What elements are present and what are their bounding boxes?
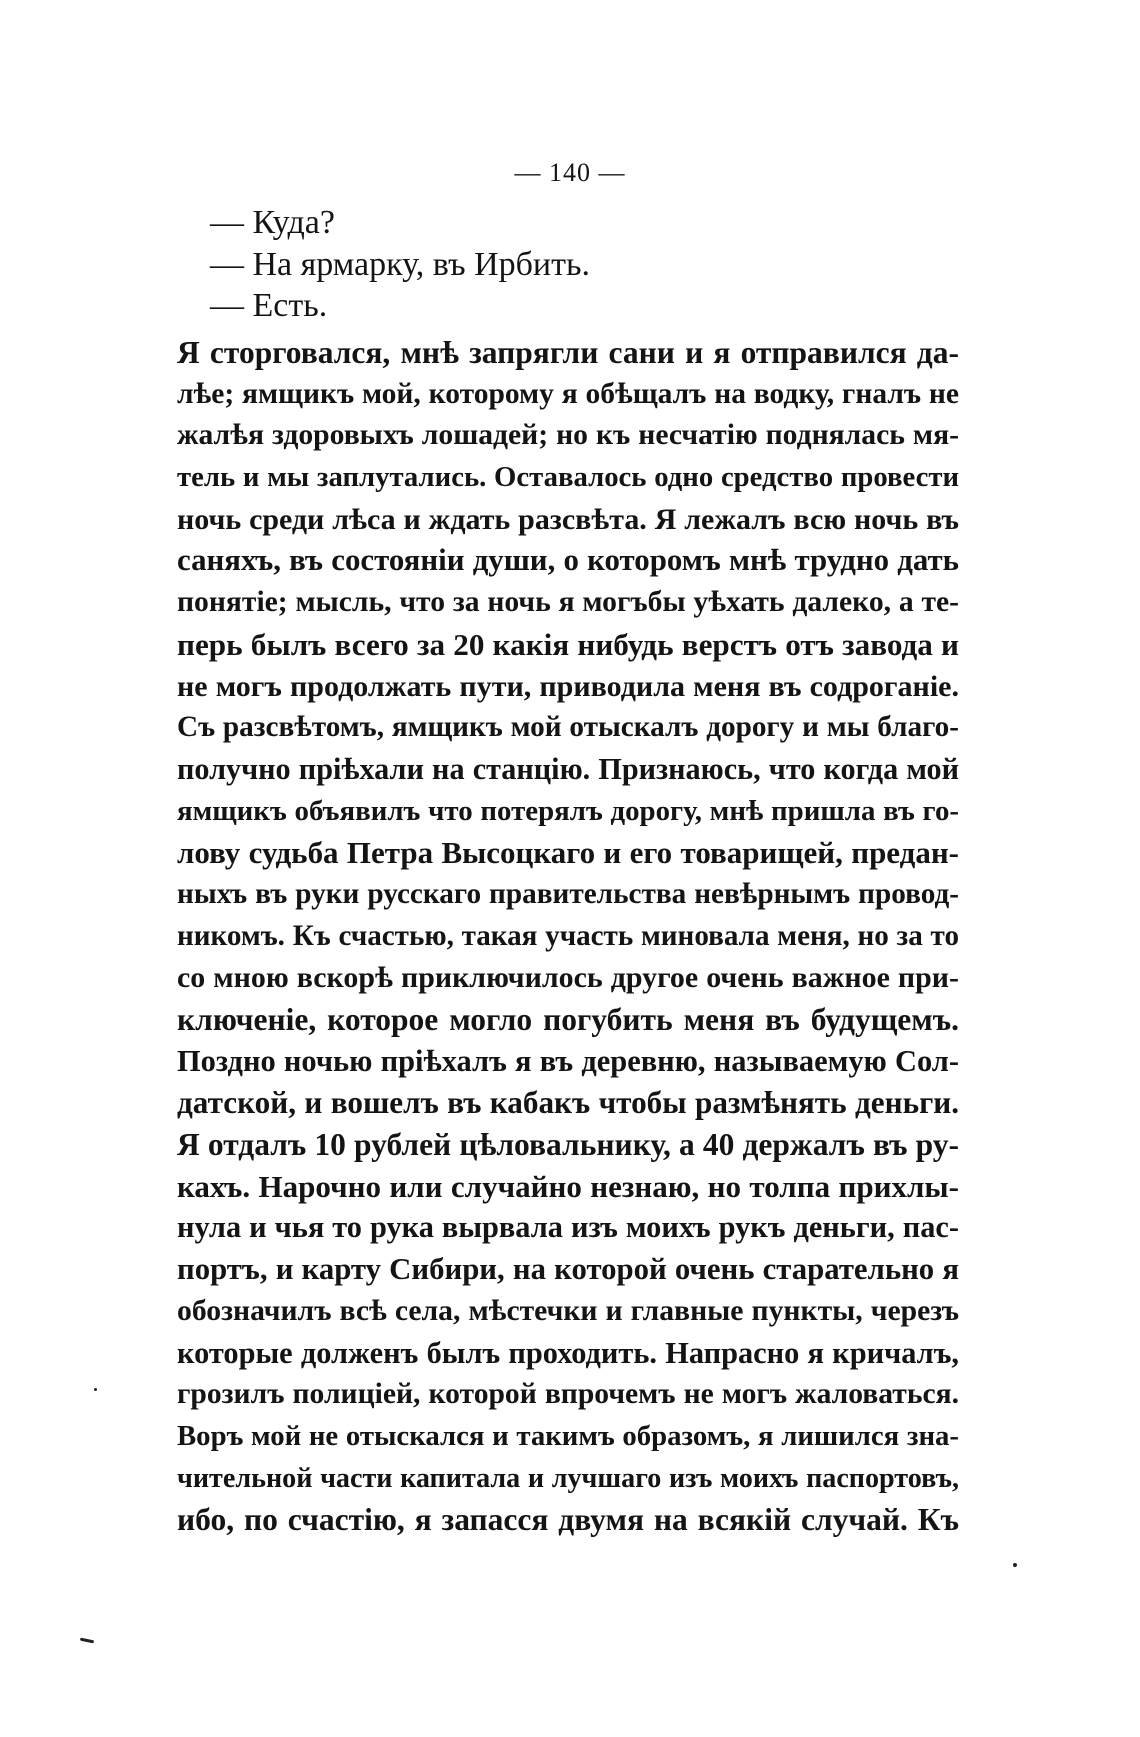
text-line: никомъ. Къ счастью, такая участь миновала меня, но за то (177, 919, 959, 952)
ink-speck (94, 1388, 97, 1391)
text-line: Воръ мой не отыскался и такимъ образомъ, я лишился зна- (177, 1419, 959, 1452)
text-line: жалѣя здоровыхъ лошадей; но къ несчатію поднялась мя- (177, 419, 959, 452)
text-line: обозначилъ всѣ села, мѣстечки и главные пункты, черезъ (177, 1294, 959, 1327)
text-line: лѣе; ямщикъ мой, которому я обѣщалъ на водку, гналъ не (177, 377, 959, 410)
text-line: лову судьба Петра Высоцкаго и его товарищей, предан- (177, 835, 959, 871)
text-line: ибо, по счастію, я запасся двумя на всякій случай. Къ (177, 1502, 959, 1538)
text-line: Я сторговался, мнѣ запрягли сани и я отправился да- (177, 335, 959, 370)
text-line: со мною вскорѣ приключилось другое очень важное при- (177, 961, 959, 995)
ink-speck (1013, 1563, 1017, 1567)
text-line: датской, и вошелъ въ кабакъ чтобы размѣнять деньги. (177, 1085, 959, 1121)
text-line: нула и чья то рука вырвала изъ моихъ рукъ деньги, пас- (177, 1210, 959, 1245)
body-paragraph (177, 332, 959, 1541)
text-line: не могъ продолжать пути, приводила меня въ содроганіе. (177, 669, 959, 703)
text-line: кахъ. Нарочно или случайно незнаю, но толпа прихлы- (177, 1168, 959, 1204)
text-line: тель и мы заплутались. Оставалось одно средство провести (177, 461, 959, 494)
text-line: ночь среди лѣса и ждать разсвѣта. Я лежалъ всю ночь въ (177, 502, 959, 536)
page-number: — 140 — (514, 158, 626, 187)
text-line: понятіе; мысль, что за ночь я могъбы уѣхать далеко, а те- (177, 586, 959, 619)
text-line: ямщикъ объявилъ что потерялъ дорогу, мнѣ пришла въ го- (177, 794, 959, 827)
dialogue-line: — На ярмарку, въ Ирбить. (210, 246, 590, 283)
text-line: ключеніе, которое могло погубить меня въ будущемъ. (177, 1002, 959, 1037)
text-line: Я отдалъ 10 рублей цѣловальнику, а 40 держалъ въ ру- (177, 1127, 959, 1163)
text-line: ныхъ въ руки русскаго правительства невѣрнымъ провод- (177, 877, 959, 910)
ink-speck (80, 1638, 94, 1644)
text-line: которые долженъ былъ проходить. Напрасно я кричалъ, (177, 1335, 959, 1370)
text-line: чительной части капитала и лучшаго изъ моихъ паспортовъ, (177, 1462, 959, 1494)
text-line: грозилъ полиціей, которой впрочемъ не могъ жаловаться. (177, 1378, 959, 1411)
dialogue-line: — Есть. (210, 287, 328, 324)
text-line: Съ разсвѣтомъ, ямщикъ мой отыскалъ дорогу и мы благо- (177, 711, 959, 744)
dialogue-line: — Куда? (210, 204, 335, 241)
text-line: Поздно ночью пріѣхалъ я въ деревню, называемую Сол- (177, 1043, 959, 1078)
text-line: саняхъ, въ состояніи души, о которомъ мнѣ трудно дать (177, 543, 959, 578)
text-line: получно пріѣхали на станцію. Признаюсь, что когда мой (177, 751, 959, 786)
text-line: портъ, и карту Сибири, на которой очень старательно я (177, 1252, 959, 1287)
text-line: перь былъ всего за 20 какія нибудь верстъ отъ завода и (177, 626, 959, 662)
